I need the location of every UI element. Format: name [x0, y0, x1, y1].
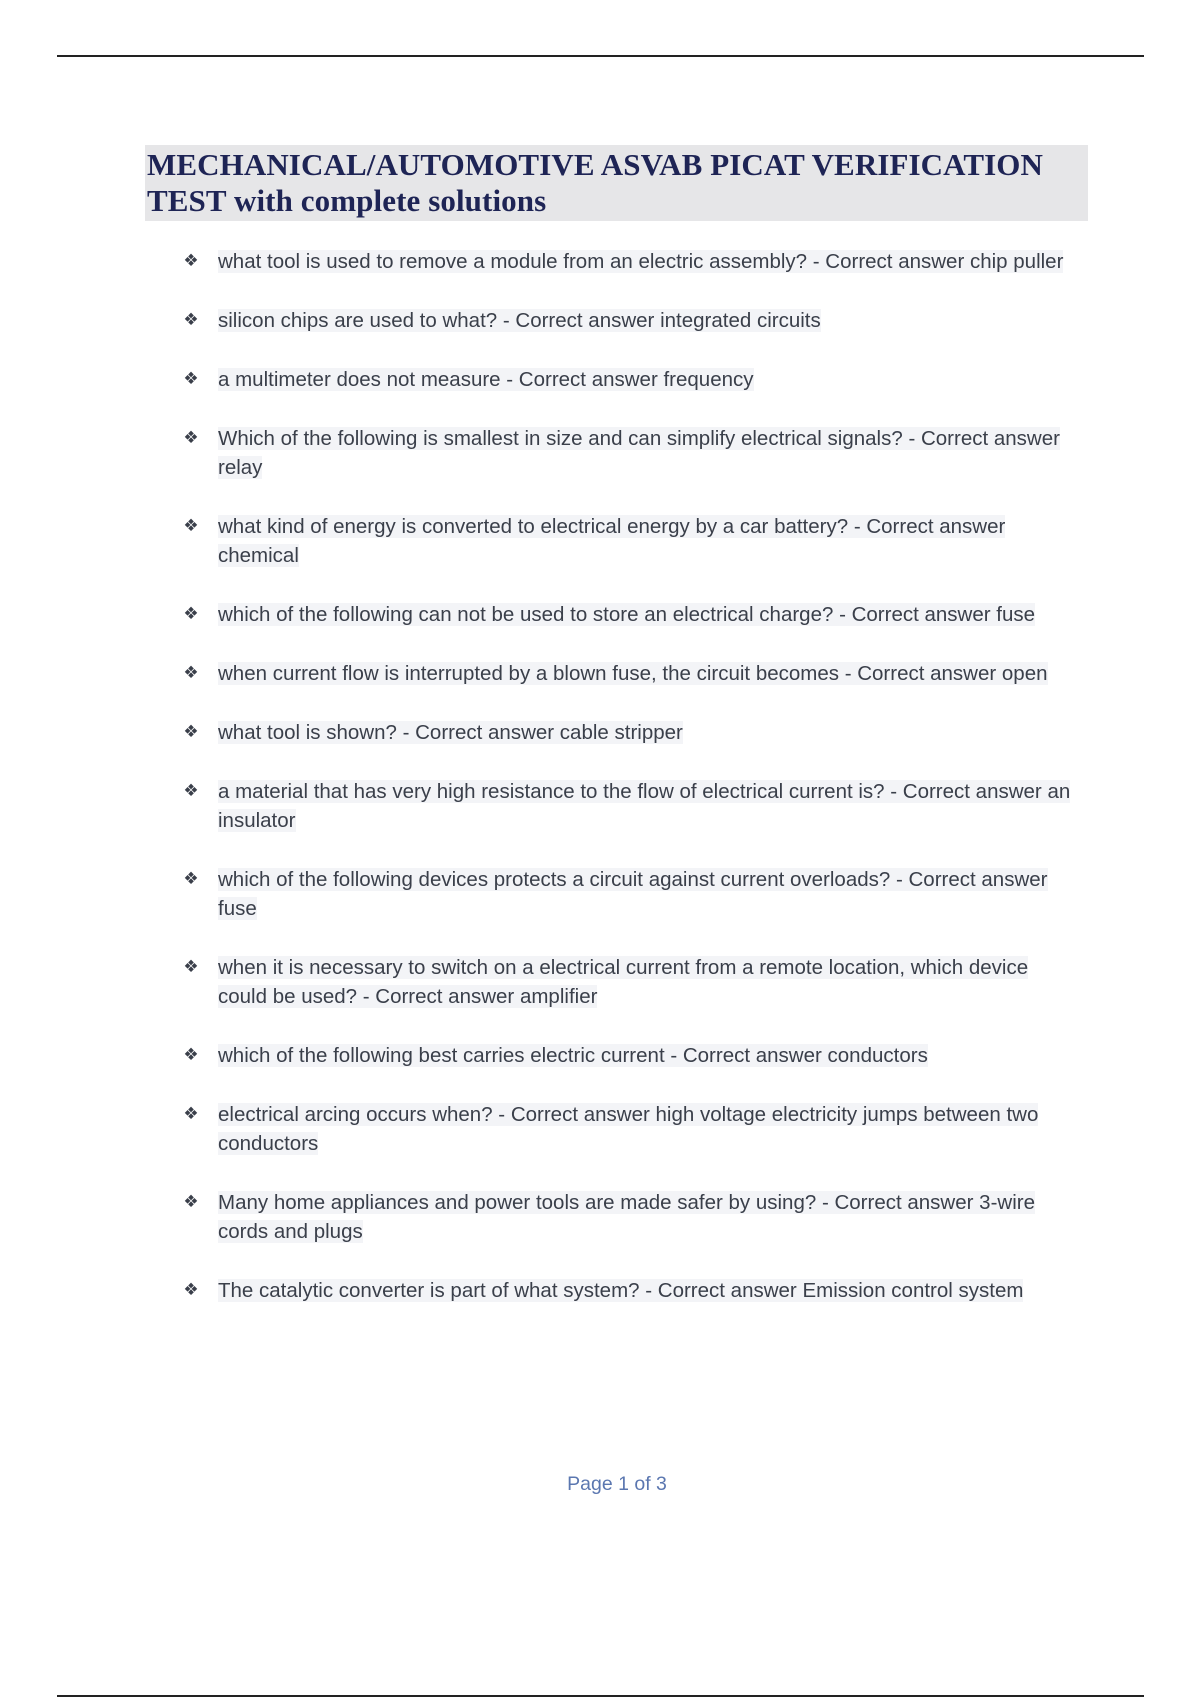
four-diamond-bullet-icon: ❖ [183, 1045, 199, 1065]
list-item [180, 1100, 1080, 1158]
qa-text: which of the following best carries electric current - Correct answer conductors [218, 1044, 928, 1067]
four-diamond-bullet-icon: ❖ [183, 869, 199, 889]
list-item [180, 512, 1080, 570]
qa-text: silicon chips are used to what? - Correct answer integrated circuits [218, 309, 821, 332]
four-diamond-bullet-icon: ❖ [183, 722, 199, 742]
page-number: Page 1 of 3 [567, 1473, 667, 1495]
four-diamond-bullet-icon: ❖ [183, 251, 199, 271]
four-diamond-bullet-icon: ❖ [183, 428, 199, 448]
qa-text: a multimeter does not measure - Correct answer frequency [218, 368, 754, 391]
four-diamond-bullet-icon: ❖ [183, 957, 199, 977]
list-item [180, 953, 1080, 1011]
list-item [180, 306, 1080, 335]
four-diamond-bullet-icon: ❖ [183, 1104, 199, 1124]
qa-text: a material that has very high resistance to the flow of electrical current is? - Correct answer an insulator [218, 780, 1071, 832]
qa-text: The catalytic converter is part of what system? - Correct answer Emission control system [218, 1279, 1024, 1302]
list-item [180, 424, 1080, 482]
four-diamond-bullet-icon: ❖ [183, 1192, 199, 1212]
list-item [180, 247, 1080, 276]
list-item [180, 865, 1080, 923]
four-diamond-bullet-icon: ❖ [183, 369, 199, 389]
four-diamond-bullet-icon: ❖ [183, 663, 199, 683]
page-title: MECHANICAL/AUTOMOTIVE ASVAB PICAT VERIFICATION TEST with complete solutions [147, 147, 1044, 218]
list-item [180, 365, 1080, 394]
qa-text: which of the following devices protects a circuit against current overloads? - Correct answer fuse [218, 868, 1048, 920]
list-item [180, 1276, 1080, 1305]
qa-text: when it is necessary to switch on a electrical current from a remote location, which device could be used? - Correct answer amplifier [218, 956, 1029, 1008]
four-diamond-bullet-icon: ❖ [183, 310, 199, 330]
title-block [145, 145, 1088, 221]
qa-text: electrical arcing occurs when? - Correct answer high voltage electricity jumps between two conductors [218, 1103, 1039, 1155]
four-diamond-bullet-icon: ❖ [183, 516, 199, 536]
list-item [180, 1188, 1080, 1246]
qa-text: which of the following can not be used to store an electrical charge? - Correct answer fuse [218, 603, 1036, 626]
four-diamond-bullet-icon: ❖ [183, 1280, 199, 1300]
qa-text: what tool is shown? - Correct answer cable stripper [218, 721, 683, 744]
qa-text: Which of the following is smallest in size and can simplify electrical signals? - Correct answer relay [218, 427, 1060, 479]
list-item [180, 659, 1080, 688]
four-diamond-bullet-icon: ❖ [183, 781, 199, 801]
list-item [180, 718, 1080, 747]
header-rule [57, 55, 1144, 57]
list-item [180, 1041, 1080, 1070]
four-diamond-bullet-icon: ❖ [183, 604, 199, 624]
list-item [180, 777, 1080, 835]
qa-list [180, 247, 1080, 1335]
qa-text: when current flow is interrupted by a blown fuse, the circuit becomes - Correct answer open [218, 662, 1048, 685]
qa-text: what tool is used to remove a module from an electric assembly? - Correct answer chip puller [218, 250, 1064, 273]
footer-rule [57, 1695, 1144, 1697]
qa-text: what kind of energy is converted to electrical energy by a car battery? - Correct answer chemical [218, 515, 1006, 567]
list-item [180, 600, 1080, 629]
qa-text: Many home appliances and power tools are made safer by using? - Correct answer 3-wire cords and plugs [218, 1191, 1035, 1243]
